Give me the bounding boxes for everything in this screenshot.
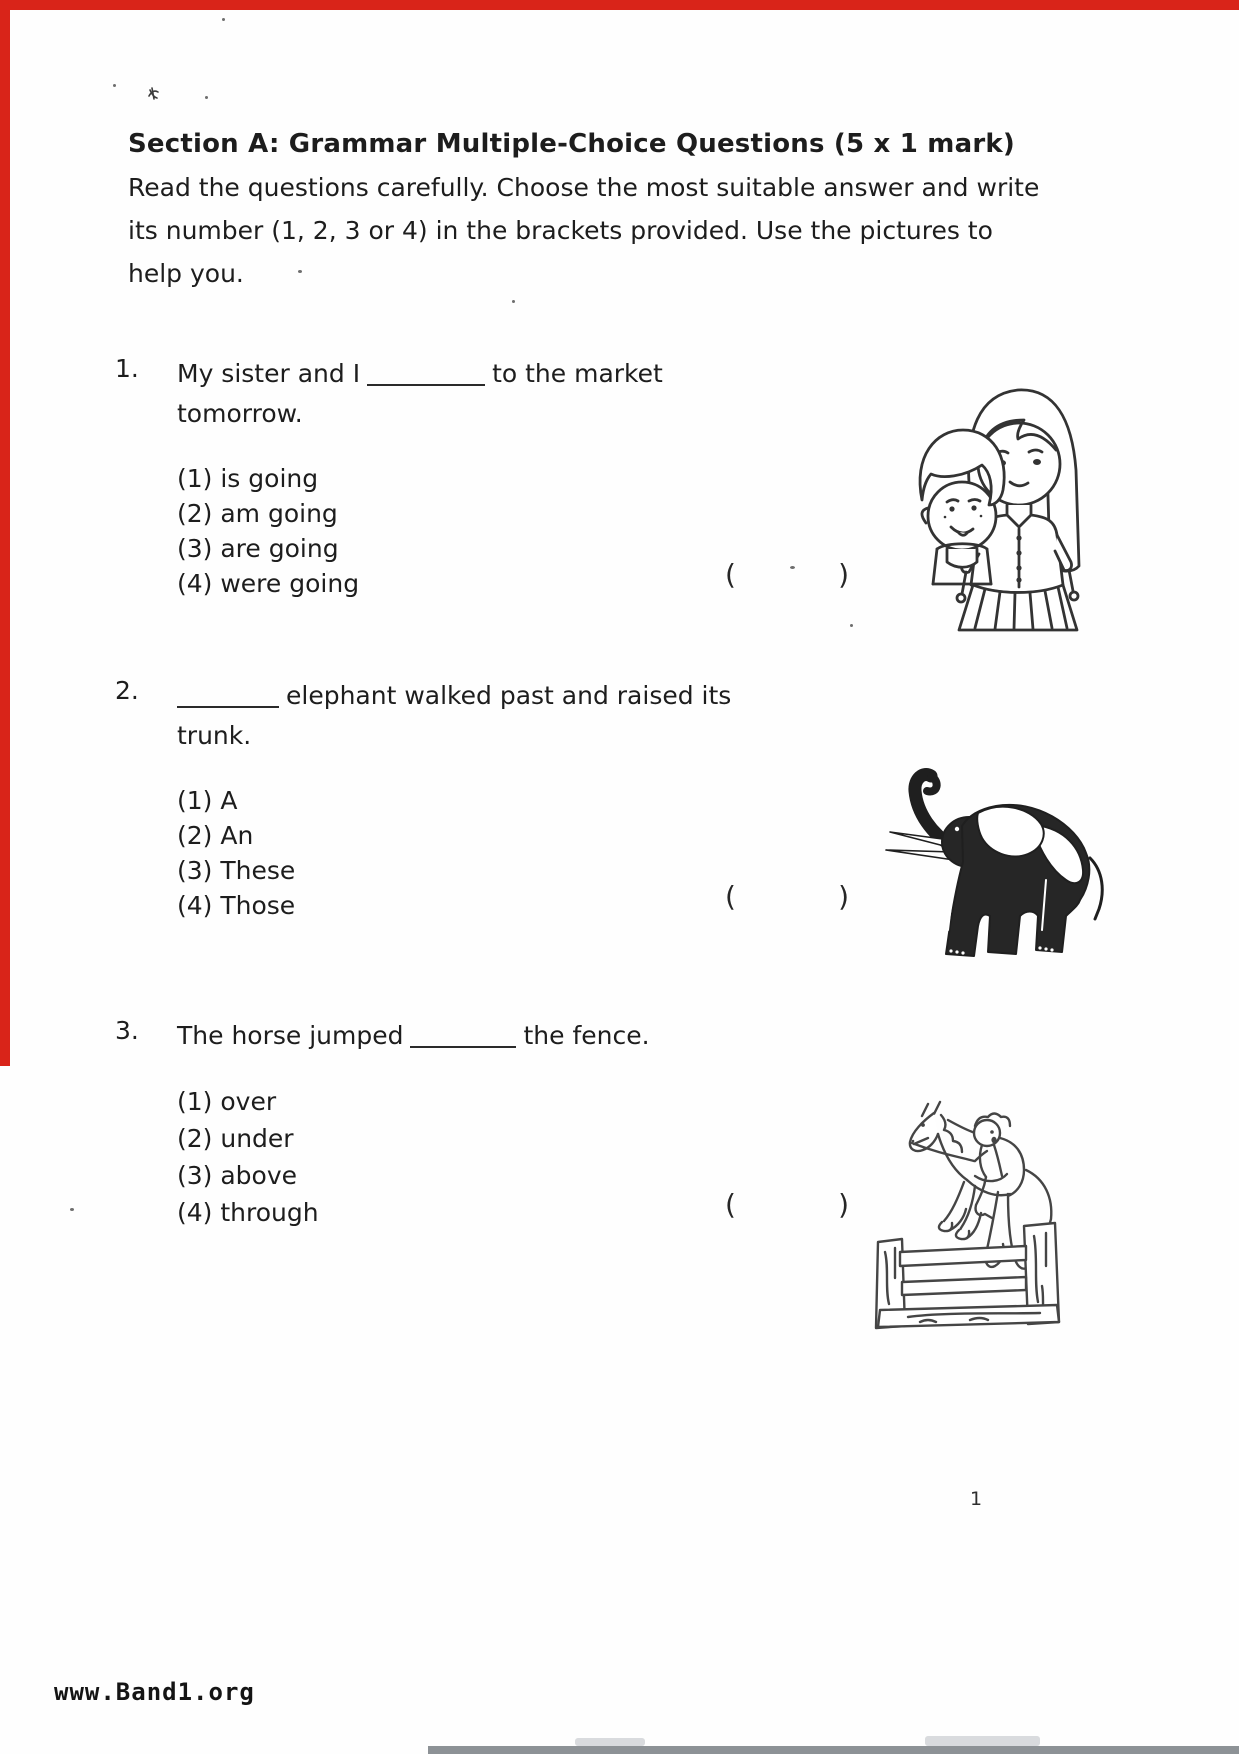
question-number: 1. xyxy=(115,354,139,383)
scan-speck xyxy=(70,1208,74,1211)
footer-url: www.Band1.org xyxy=(54,1678,255,1706)
option-item: (1) is going xyxy=(177,464,319,493)
page-number: 1 xyxy=(970,1488,983,1510)
scan-speck xyxy=(512,300,515,303)
instructions xyxy=(128,166,1039,295)
page-title: Section A: Grammar Multiple-Choice Questions (5 x 1 mark) xyxy=(128,129,1015,160)
option-item: (1) A xyxy=(177,786,238,815)
close-bracket: ) xyxy=(838,558,849,591)
option-item: (4) through xyxy=(177,1198,319,1227)
scan-edge-top xyxy=(0,0,1239,10)
scan-speck xyxy=(205,96,208,99)
scan-smudge xyxy=(575,1738,645,1746)
question-number: 2. xyxy=(115,676,139,705)
answer-brackets xyxy=(725,558,849,591)
horse-jumping-fence-illustration xyxy=(848,1076,1100,1338)
option-item: (1) over xyxy=(177,1087,277,1116)
option-item: (3) above xyxy=(177,1161,298,1190)
option-item: (2) am going xyxy=(177,499,338,528)
question-number: 3. xyxy=(115,1016,139,1045)
close-bracket: ) xyxy=(838,880,849,913)
close-bracket: ) xyxy=(838,1188,849,1221)
question-text-line: tomorrow. xyxy=(177,399,303,428)
option-item: (3) These xyxy=(177,856,296,885)
answer-blank xyxy=(367,383,485,386)
option-item: (2) An xyxy=(177,821,254,850)
scan-speck xyxy=(222,18,225,21)
open-bracket: ( xyxy=(725,558,736,591)
scan-edge-left xyxy=(0,0,10,1066)
option-item: (4) were going xyxy=(177,569,360,598)
open-bracket: ( xyxy=(725,1188,736,1221)
instruction-line: Read the questions carefully. Choose the most suitable answer and write xyxy=(128,173,1040,202)
instruction-line: its number (1, 2, 3 or 4) in the brackets provided. Use the pictures to xyxy=(128,216,993,245)
question-text-line: My sister and I to the market xyxy=(177,359,663,388)
option-item: (3) are going xyxy=(177,534,339,563)
question-text-line: trunk. xyxy=(177,721,252,750)
answer-brackets xyxy=(725,880,849,913)
scan-edge-bottom xyxy=(428,1746,1239,1754)
scan-speck xyxy=(113,84,116,87)
answer-blank xyxy=(177,705,279,708)
answer-brackets xyxy=(725,1188,849,1221)
option-item: (4) Those xyxy=(177,891,296,920)
option-item: (2) under xyxy=(177,1124,294,1153)
instruction-line: help you. xyxy=(128,259,244,288)
elephant-illustration xyxy=(850,730,1118,980)
question-text-line: The horse jumped the fence. xyxy=(177,1021,650,1050)
girl-and-boy-illustration xyxy=(866,378,1118,637)
scan-smudge xyxy=(925,1736,1040,1746)
answer-blank xyxy=(410,1045,516,1048)
question-text-line: elephant walked past and raised its xyxy=(177,676,1123,716)
scan-ink-mark xyxy=(146,86,161,101)
open-bracket: ( xyxy=(725,880,736,913)
